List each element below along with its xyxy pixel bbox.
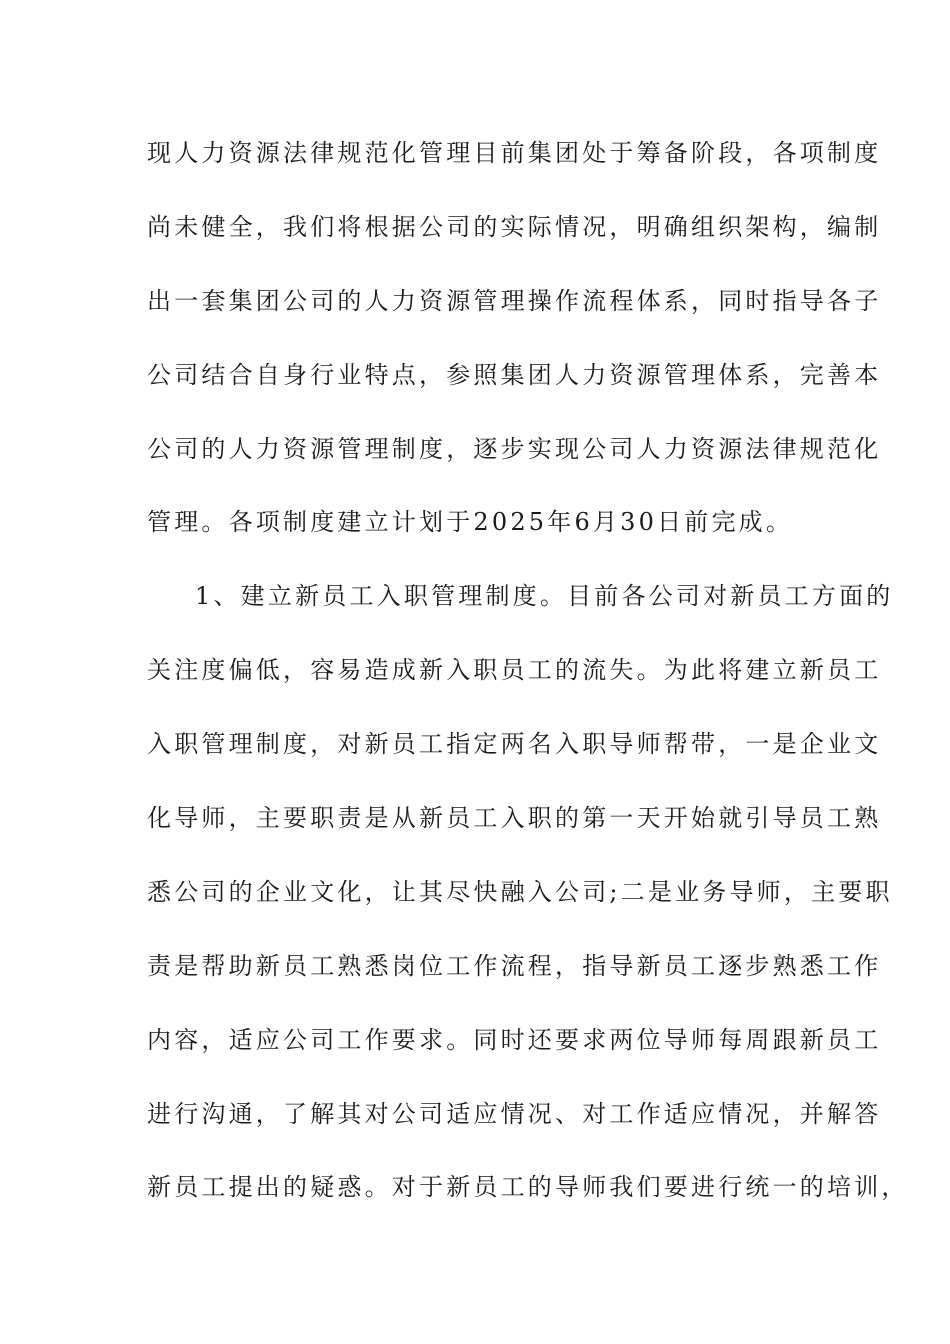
text-line: 尚未健全，我们将根据公司的实际情况，明确组织架构，编制 — [147, 212, 882, 241]
text-line: 管理。各项制度建立计划于2025年6月30日前完成。 — [147, 508, 794, 537]
text-line: 现人力资源法律规范化管理目前集团处于筹备阶段，各项制度 — [147, 139, 882, 167]
body-text — [147, 128, 909, 1236]
text-line: 新员工提出的疑惑。对于新员工的导师我们要进行统一的培训， — [147, 1173, 909, 1202]
text-line: 内容，适应公司工作要求。同时还要求两位导师每周跟新员工 — [147, 1025, 882, 1054]
text-line: 1、建立新员工入职管理制度。目前各公司对新员工方面的 — [195, 582, 894, 611]
text-line: 公司结合自身行业特点，参照集团人力资源管理体系，完善本 — [147, 360, 882, 389]
text-line: 悉公司的企业文化，让其尽快融入公司;二是业务导师，主要职 — [147, 877, 893, 906]
text-line: 入职管理制度，对新员工指定两名入职导师帮带，一是企业文 — [147, 730, 882, 759]
text-line: 化导师，主要职责是从新员工入职的第一天开始就引导员工熟 — [147, 804, 882, 833]
text-line: 责是帮助新员工熟悉岗位工作流程，指导新员工逐步熟悉工作 — [147, 951, 882, 980]
text-line: 关注度偏低，容易造成新入职员工的流失。为此将建立新员工 — [147, 656, 882, 685]
text-line: 公司的人力资源管理制度，逐步实现公司人力资源法律规范化 — [147, 434, 882, 463]
text-line: 进行沟通，了解其对公司适应情况、对工作适应情况，并解答 — [147, 1099, 882, 1128]
text-line: 出一套集团公司的人力资源管理操作流程体系，同时指导各子 — [147, 286, 882, 315]
